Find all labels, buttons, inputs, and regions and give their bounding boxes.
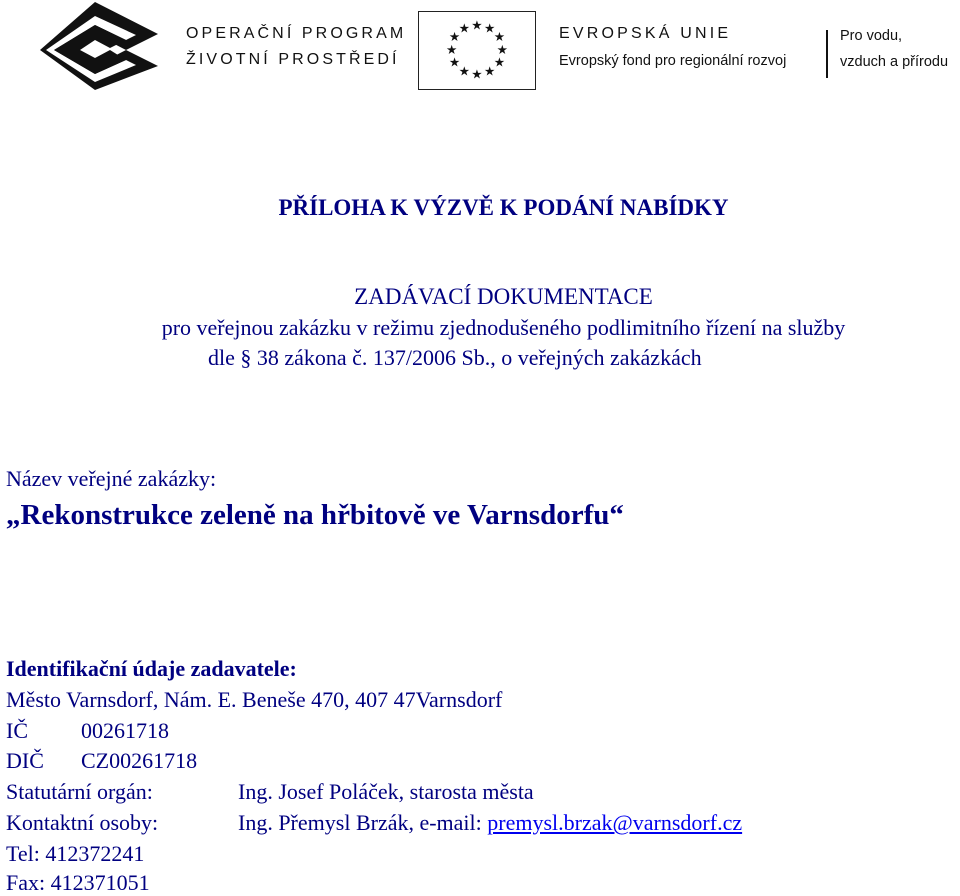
op-title-line1: OPERAČNÍ PROGRAM (186, 25, 407, 42)
svg-text:★: ★ (448, 29, 461, 45)
ic-label: IČ (6, 718, 28, 743)
svg-text:★: ★ (471, 17, 483, 33)
dic-value: CZ00261718 (81, 748, 198, 773)
contract-name: „Rekonstrukce zeleně na hřbitově ve Varnsdorfu“ (6, 499, 624, 531)
eu-title: EVROPSKÁ UNIE (559, 25, 732, 42)
authority-address: Město Varnsdorf, Nám. E. Beneše 470, 407 47Varnsdorf (6, 687, 503, 712)
document-subtitle-line1: pro veřejnou zakázku v režimu zjednodušeného podlimitního řízení na služby (161, 315, 846, 340)
svg-text:★: ★ (448, 54, 461, 70)
svg-text:★: ★ (471, 66, 483, 82)
svg-text:★: ★ (493, 29, 506, 45)
document-title: ZADÁVACÍ DOKUMENTACE (354, 284, 653, 309)
dic-label: DIČ (6, 748, 44, 773)
motto-line2: vzduch a přírodu (840, 54, 949, 70)
contact-person: Ing. Přemysl Brzák, e-mail: (238, 810, 488, 835)
ic-value: 00261718 (81, 718, 169, 743)
op-zp-logo-icon (40, 2, 158, 90)
svg-text:★: ★ (445, 41, 458, 57)
contact-value (238, 810, 742, 836)
header-divider (826, 30, 828, 78)
telephone: Tel: 412372241 (6, 841, 145, 866)
svg-text:★: ★ (458, 20, 471, 36)
svg-text:★: ★ (496, 41, 509, 57)
fax: Fax: 412371051 (6, 870, 150, 895)
annex-title: PŘÍLOHA K VÝZVĚ K PODÁNÍ NABÍDKY (278, 195, 729, 220)
authority-heading: Identifikační údaje zadavatele: (6, 656, 297, 681)
document-subtitle-line2: dle § 38 zákona č. 137/2006 Sb., o veřejných zakázkách (208, 345, 702, 370)
op-title-line2: ŽIVOTNÍ PROSTŘEDÍ (186, 51, 400, 68)
svg-text:★: ★ (493, 54, 506, 70)
eu-fund-name: Evropský fond pro regionální rozvoj (559, 53, 787, 69)
contact-label: Kontaktní osoby: (6, 810, 159, 835)
svg-text:★: ★ (458, 63, 471, 79)
statutory-value: Ing. Josef Poláček, starosta města (238, 779, 534, 804)
svg-text:★: ★ (483, 20, 496, 36)
svg-text:★: ★ (483, 63, 496, 79)
eu-flag-icon (418, 11, 536, 90)
contract-label: Název veřejné zakázky: (6, 466, 217, 491)
statutory-label: Statutární orgán: (6, 779, 153, 804)
contact-email-link[interactable]: premysl.brzak@varnsdorf.cz (487, 810, 743, 835)
motto-line1: Pro vodu, (840, 28, 903, 44)
